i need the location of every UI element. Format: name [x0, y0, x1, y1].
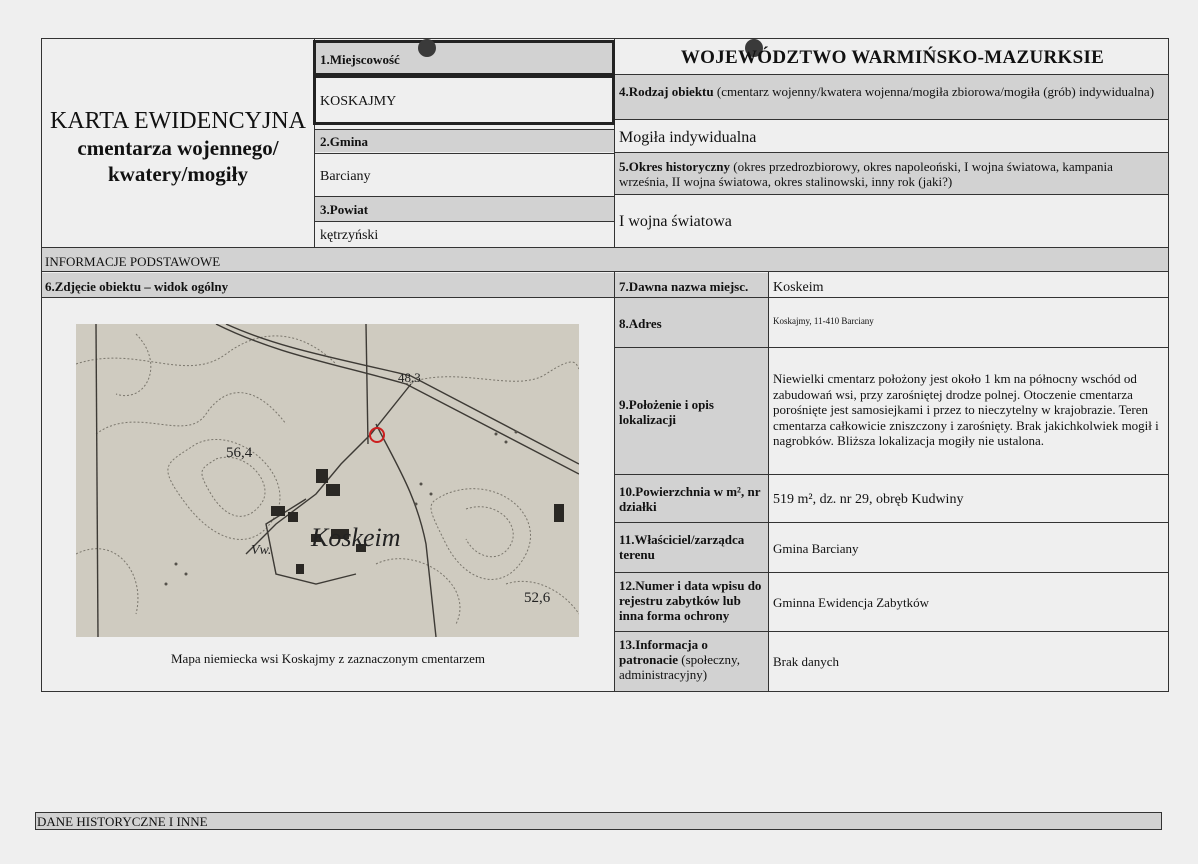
map-village-name: Koskeim — [311, 523, 401, 552]
patronat-value: Brak danych — [773, 654, 840, 669]
map-height-2: 52,6 — [524, 590, 551, 606]
okres-label: 5.Okres historyczny (okres przedrozbiorowy, okres napoleoński, I wojna światowa, kampania września, II wojna światowa, okres stalinowski, inny rok (jaki?) — [619, 159, 1113, 189]
adres-label: 8.Adres — [619, 316, 662, 331]
dawna-nazwa-value: Koskeim — [773, 280, 824, 295]
map-vw-label: Vw. — [251, 543, 272, 558]
map-height-1: 56,4 — [226, 445, 253, 461]
voivodeship-title: WOJEWÓDZTWO WARMIŃSKO-MAZURKSIE — [680, 47, 1105, 68]
rejestr-value: Gminna Ewidencja Zabytków — [773, 595, 929, 610]
card-title: KARTA EWIDENCYJNA — [50, 108, 306, 134]
map-caption: Mapa niemiecka wsi Koskajmy z zaznaczonym cmentarzem — [170, 651, 486, 666]
gmina-value: Barciany — [320, 169, 371, 184]
rodzaj-label: 4.Rodzaj obiektu (cmentarz wojenny/kwatera wojenna/mogiła zbiorowa/mogiła (grób) indywidualna) — [619, 84, 1155, 99]
map-height-3: 48,3 — [398, 370, 421, 385]
punch-hole-icon — [418, 39, 436, 57]
gmina-label: 2.Gmina — [320, 134, 369, 149]
card-subtitle-2: kwatery/mogiły — [108, 162, 248, 186]
topographic-map — [76, 324, 579, 637]
polozenie-value: Niewielki cmentarz położony jest około 1 km na północny wschód od zabudowań wsi, przy zarośniętej drodze polnej. Otoczenie cmentarza porośnięte jest samosiejkami i przez to nieczytelny w krajobrazie. Teren cmentarza całkowicie zniszczony i zarośnięty. Brak jakichkolwiek mogił i nagrobków. Bliższa lokalizacja mogiły nie ustalona. — [773, 371, 1159, 449]
adres-value: Koskajmy, 11-410 Barciany — [773, 316, 874, 326]
wlasciciel-label: 11.Właściciel/zarządca terenu — [619, 532, 745, 562]
powierzchnia-value: 519 m², dz. nr 29, obręb Kudwiny — [773, 492, 964, 507]
section-dane: DANE HISTORYCZNE I INNE — [37, 814, 208, 829]
patronat-label: 13.Informacja o patronacie (społeczny, administracyjny) — [619, 637, 740, 682]
photo-label: 6.Zdjęcie obiektu – widok ogólny — [45, 279, 229, 294]
wlasciciel-value: Gmina Barciany — [773, 541, 859, 556]
dawna-nazwa-label: 7.Dawna nazwa miejsc. — [619, 279, 749, 294]
okres-value: I wojna światowa — [619, 213, 732, 230]
miejscowosc-label: 1.Miejscowość — [320, 52, 400, 67]
powiat-value: kętrzyński — [320, 228, 379, 243]
miejscowosc-value: KOSKAJMY — [320, 94, 397, 109]
section-informacje: INFORMACJE PODSTAWOWE — [45, 254, 221, 269]
polozenie-label: 9.Położenie i opis lokalizacji — [619, 397, 714, 427]
powiat-label: 3.Powiat — [320, 202, 369, 217]
powierzchnia-label: 10.Powierzchnia w m², nr działki — [619, 484, 761, 514]
card-subtitle-1: cmentarza wojennego/ — [77, 136, 279, 160]
rodzaj-value: Mogiła indywidualna — [619, 129, 757, 146]
rejestr-label: 12.Numer i data wpisu do rejestru zabytków lub inna forma ochrony — [619, 578, 762, 623]
